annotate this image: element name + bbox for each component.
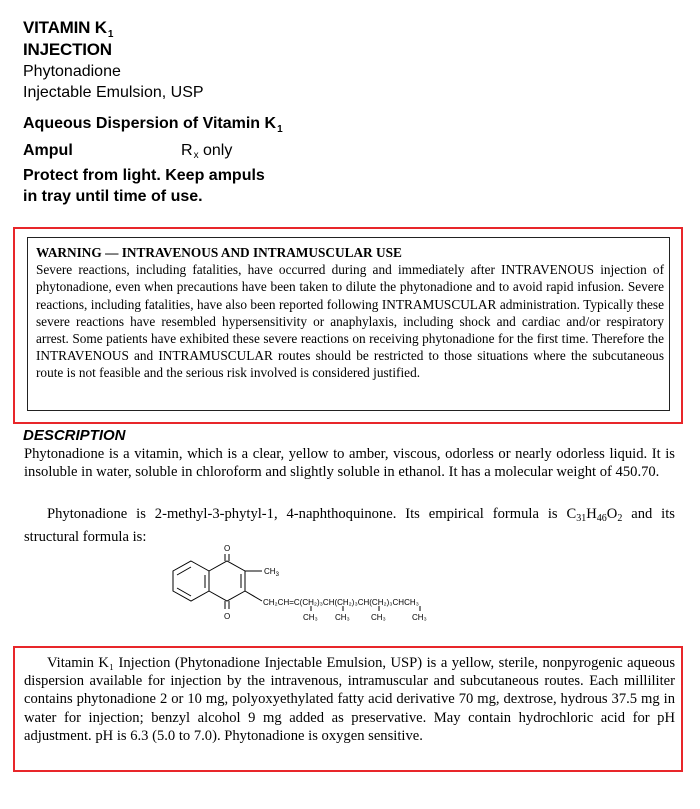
rx-only-label: Rx only: [181, 142, 233, 161]
warning-title: WARNING — INTRAVENOUS AND INTRAMUSCULAR USE: [36, 245, 402, 260]
storage-line1: Protect from light. Keep ampuls: [23, 167, 265, 184]
branch-methyl-2: CH₃: [335, 613, 350, 622]
container-label: Ampul: [23, 142, 73, 159]
storage-line2: in tray until time of use.: [23, 188, 203, 205]
branch-methyl-3: CH₃: [371, 613, 386, 622]
warning-body: Severe reactions, including fatalities, have occurred during and immediately after INTRAVENOUS injection of phytonadione, even when precautions have been taken to dilute the phytonadione and to avoid rapid infusion. Severe reactions, including fatalities, have also been reported following INTRAMUSCULAR administration. Typically these severe reactions have resembled hypersensitivity or anaphylaxis, including shock and cardiac and/or respiratory arrest. Some patients have exhibited these severe reactions on receiving phytonadione for the first time. Therefore the INTRAVENOUS and INTRAMUSCULAR routes should be restricted to those situations where the subcutaneous route is not feasible and the serious risk involved is considered justified.: [36, 262, 664, 381]
phytyl-chain: CH₂CH=C(CH₂)₃CH(CH₂)₃CH(CH₂)₃CHCH₃: [263, 598, 419, 607]
branch-methyl-4: CH₃: [412, 613, 427, 622]
dosage-form: Injectable Emulsion, USP: [23, 84, 204, 101]
description-paragraph-1: Phytonadione is a vitamin, which is a clear, yellow to amber, viscous, odorless or nearly odorless liquid. It is insoluble in water, soluble in chloroform and slightly soluble in ethanol. It has a molecular weight of 450.70.: [24, 446, 675, 480]
description-paragraph-2: Phytonadione is 2-methyl-3-phytyl-1, 4-naphthoquinone. Its empirical formula is $C_{31}H_{46}O_2$ and its structural formula is:: [24, 506, 675, 545]
oxygen-top: O: [224, 544, 231, 553]
dispersion-label: Aqueous Dispersion of Vitamin $K_1$: [23, 115, 283, 135]
methyl-group: $CH_3$: [264, 567, 279, 578]
quinone-ring: [209, 561, 245, 601]
oxygen-bottom: O: [224, 612, 231, 621]
branch-methyl-1: CH₃: [303, 613, 318, 622]
generic-name: Phytonadione: [23, 63, 121, 80]
description-heading: DESCRIPTION: [23, 427, 126, 444]
product-title-line1: VITAMIN $K_1$: [23, 18, 114, 40]
product-title-line2: INJECTION: [23, 40, 112, 59]
composition-paragraph: Vitamin K₁ Injection (Phytonadione Injectable Emulsion, USP) is a yellow, sterile, nonpyrogenic aqueous dispersion available for injection by the intravenous, intramuscular and subcutaneous routes. Each milliliter contains phytonadione 2 or 10 mg, polyoxyethylated fatty acid derivative 70 mg, dextrose, hydrous 37.5 mg in water for injection; benzyl alcohol 9 mg added as preservative. May contain hydrochloric acid for pH adjustment. pH is 6.3 (5.0 to 7.0). Phytonadione is oxygen sensitive.: [24, 655, 675, 744]
